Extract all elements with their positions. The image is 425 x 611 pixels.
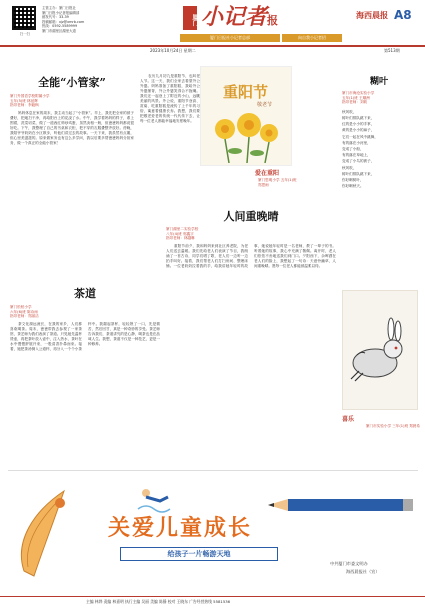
article-byline	[10, 305, 160, 319]
painting-subtitle: 敬老节	[257, 102, 273, 108]
ad-sponsor-2: 海西晨报社（宣）	[346, 569, 380, 574]
pencil-icon	[268, 485, 418, 525]
page-number: A8	[394, 8, 412, 22]
poem-line: 红的是小小的手掌，	[342, 122, 375, 127]
info-line: 投稿邮箱：xjz@xmrb.com	[42, 19, 85, 24]
byline-teacher: 指导老师：郑丽洁	[10, 314, 39, 319]
article-evening-sunset	[166, 208, 336, 348]
byline-school: 厦门外国语学校附属小学	[10, 94, 50, 98]
poem-line: 有的落在小河里，	[342, 140, 371, 145]
byline-student: 五年(1)班 王顺洲	[342, 95, 370, 100]
info-line: 邮发代号：33-39	[42, 15, 69, 20]
byline-school: 厦门松柏小学	[10, 305, 32, 309]
painting-credit: 厦门思明小学 五年(1)班 郑思雨	[258, 178, 297, 187]
byline-teacher: 指导老师：李毅枫	[10, 103, 39, 108]
ad-banner	[8, 470, 418, 588]
poem-line: 黄的是小小的扇子，	[342, 128, 375, 133]
article-title: 糊叶	[369, 77, 388, 87]
byline-teacher: 指导老师：林越琳	[166, 236, 195, 241]
poem-line: 秋风吹，	[342, 165, 357, 170]
poem-line: 你好啊树叶，	[342, 178, 364, 183]
poem-line: 你好啊秋天。	[342, 184, 364, 189]
article-leaves-poem	[342, 74, 416, 274]
poem-line: 有的落在草地上，	[342, 153, 371, 158]
ad-headline: 关爱儿童成长	[108, 515, 253, 541]
painting-caption: 爱在重阳	[255, 170, 280, 177]
byline-teacher: 指导老师：刘莉	[342, 100, 368, 105]
info-line: 厦门市湖里区湖里大道	[42, 28, 76, 33]
child-swimming-icon	[136, 485, 172, 513]
article-body: 农历九月初九是重阳节，也叫老人节。这一天，我们全家去看望外公外婆。妈妈准备了重阳糕，我给外公外婆捶背，外公外婆笑得合不拢嘴。我们还一起登上了附近的小山，远眺美丽的风景。外公说，重阳节登高、赏菊、吃重阳糕是流传了上千年的习俗，寓意着健康长寿。我想，我们要把敬老爱老的传统一代代传下去，让每一位老人都能幸福地安度晚年。	[140, 74, 200, 123]
info-line: 厦门日报小记者报编辑部	[42, 10, 80, 15]
brand-logo	[183, 4, 293, 34]
article-body: 茶文化源远流长，在我的家乡，人们都喜欢喝茶。周末，爸爸带我去参观了一家茶馆，茶艺师为我们表演了茶道。只见她先温杯烫壶，再把茶叶放入壶中，注入热水，茶叶在水中慢慢舒展开来，一股清香扑鼻而来。接着，她把茶汤倒入公道杯，再分入一个个小茶杯中。我端起茶杯，轻轻抿了一口，先是微苦，然后回甘，真是一种奇妙的享受。茶艺师告诉我们，茶道讲究的是心静，喝茶也是在品味人生。我想，茶道不仅是一种技艺，更是一种修养。	[10, 321, 160, 351]
article-title: 茶道	[74, 287, 96, 300]
art-credit: 厦门市实验小学 三年(1)班 郑晨希	[365, 424, 420, 428]
info-line: 热线：0592-5589999	[42, 24, 78, 29]
masthead-rule	[0, 45, 425, 47]
masthead	[0, 0, 425, 60]
masthead-banner-2: 向自我小记者招	[282, 34, 342, 42]
poem-line: 树叶们排队跳下来，	[342, 171, 375, 176]
qr-caption	[10, 32, 40, 37]
article-body: 重阳节前夕，我和妈妈来到社区养老院，为老人们送去温暖。我们先给老人们表演了节目，我朗诵了一首古诗，同学们唱了歌，老人们一边听一边拍手叫好。接着，我们帮老人们打扫房间、整理床铺。一位老奶奶拉着我的手，给我讲她年轻时的故事，她说她年轻时是一名老师，教了一辈子的书。听着她的故事，我心中充满了敬佩。离开时，老人们依依不舍地送我们到门口。夕阳西下，余晖洒在老人们的脸上，我想起了一句诗：天意怜幽草，人间重晚晴。愿每一位老人都能被温柔以待。	[166, 243, 336, 268]
article-double-ninth-body	[140, 74, 200, 199]
poem-line: 树叶们排队跳下来，	[342, 115, 375, 120]
art-caption: 喜乐	[342, 416, 355, 423]
masthead-banner: 厦门日报社小记者总部	[180, 34, 280, 42]
brand-city: 厦门	[183, 6, 197, 30]
ad-tagline: 给孩子一片畅游天地	[167, 550, 231, 558]
article-title: 全能“小管家”	[38, 76, 106, 89]
ad-tagline-box	[120, 547, 278, 561]
brand-name: 小记者	[201, 4, 268, 30]
byline-student: 八年(4)班 郭鑫宇	[166, 231, 194, 236]
masthead-info	[42, 6, 112, 34]
poem-body	[342, 109, 416, 190]
poem-line: 它们一起在风中跳舞，	[342, 134, 378, 139]
double-ninth-painting	[200, 66, 292, 166]
rabbit-icon	[347, 315, 415, 385]
ad-sponsor-1: 中共厦门市委文明办	[330, 561, 368, 566]
qr-code-icon	[12, 6, 36, 30]
article-byline	[10, 94, 134, 108]
poem-line: 变成了小鸟的被子，	[342, 159, 375, 164]
date-line: 2023年10月24日 星期二	[150, 48, 196, 53]
sponsor-logo: 海西晨报	[356, 10, 388, 20]
brand-suffix: 报	[267, 14, 278, 27]
byline-student: 六年(6)班 陈诗雨	[10, 309, 38, 314]
qr-caption-line: 扫一扫	[19, 32, 31, 36]
article-byline	[342, 91, 416, 105]
poem-line: 变成了小船，	[342, 147, 364, 151]
byline-school: 厦门湖里二实验学校	[166, 227, 199, 231]
article-title: 人间重晚晴	[223, 210, 279, 223]
article-byline	[166, 227, 336, 241]
rabbit-painting	[342, 290, 418, 410]
poem-line: 秋风吹，	[342, 109, 357, 114]
footer-rule	[0, 596, 425, 597]
issue-number: 第513期	[384, 48, 400, 53]
pencil-shaving-icon	[14, 481, 84, 581]
article-body: 妈妈休息在家的周末，我主动当起了“小管家”。早上，我先把全家的被子叠好，把地扫干净，再给阳台上的花浇了水。中午，我学着妈妈的样子，系上围裙，洗菜切菜，做了一道西红柿炒鸡蛋，虽然卖相一般，但爸爸妈妈都说很好吃。下午，我整理了自己的书桌和衣柜，把不穿的衣服叠整齐放好。傍晚，我陪爷爷奶奶在小区散步，听他们讲过去的故事。一天下来，我虽然有点累，但心里美滋滋的。原来做家务也有这么多学问，我以后要多帮爸爸妈妈分担家务，做一个真正的全能小管家！	[10, 110, 134, 145]
article-all-round-housekeeper	[10, 74, 134, 274]
painting-title: 重阳节	[223, 83, 269, 101]
byline-student: 五年(5)班 林延辉	[10, 98, 38, 103]
chrysanthemum-icon	[209, 111, 285, 163]
byline-school: 厦门市海沧实验小学	[342, 91, 375, 95]
footer-credits: 主编 林烨 责编 林嘉明 执行主编 吴丽 美编 陈静 校对 王晓东 广告经营热线 5581536	[86, 599, 231, 604]
info-line: 主管主办：厦门日报社	[42, 6, 76, 10]
